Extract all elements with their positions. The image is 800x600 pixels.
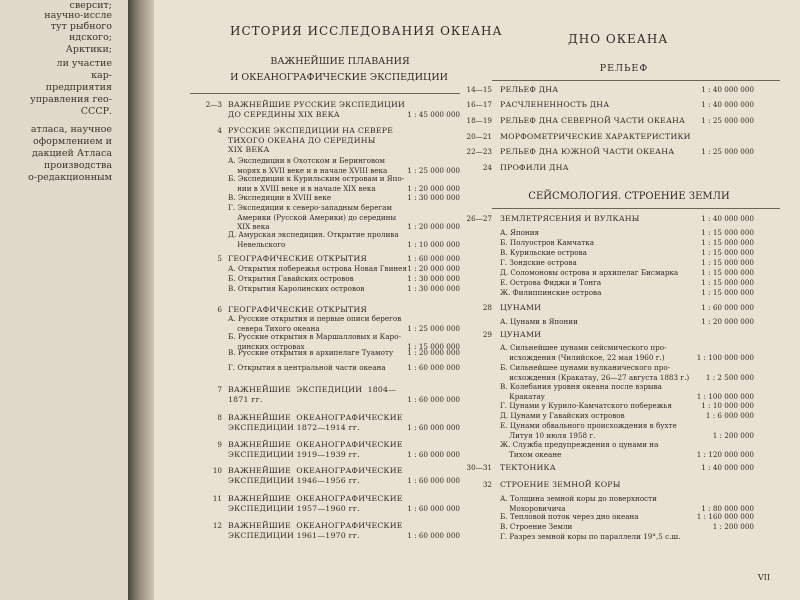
entry-page-number: 24 [482,163,492,172]
left-page-line: предприятия [45,82,112,93]
entry-title: В. Колебания уровня океана после взрыва Кракатау [500,382,662,401]
entry-map-scale: 1 : 15 000 000 [701,288,754,297]
entry-map-scale: 1 : 20 000 000 [407,264,460,273]
left-page-edge [0,0,128,600]
entry-title: Г. Открытия в центральной части океана [228,363,386,372]
entry-title: А. Япония [500,228,540,237]
entry-map-scale: 1 : 60 000 000 [407,422,460,432]
entry-page-number: 2—3 [205,100,222,109]
entry-map-scale: 1 : 30 000 000 [407,193,460,202]
left-page-line: кар- [91,70,112,81]
entry-title: РЕЛЬЕФ ДНА СЕВЕРНОЙ ЧАСТИ ОКЕАНА [500,116,686,125]
entry-map-scale: 1 : 30 000 000 [407,284,460,293]
contents-page [154,0,800,600]
entry-page-number: 5 [217,254,222,263]
entry-map-scale: 1 : 15 000 000 [701,258,754,267]
entry-map-scale: 1 : 45 000 000 [407,109,460,119]
entry-page-number: 22—23 [466,147,492,156]
entry-map-scale: 1 : 100 000 000 [696,352,754,362]
entry-title: ВАЖНЕЙШИЕ ОКЕАНОГРАФИЧЕСКИЕ ЭКСПЕДИЦИИ 1957—1960 гг. [228,494,403,513]
entry-page-number: 7 [217,385,222,394]
left-page-line: тут рыбного [50,21,112,32]
entry-title: ВАЖНЕЙШИЕ ОКЕАНОГРАФИЧЕСКИЕ ЭКСПЕДИЦИИ 1961—1970 гг. [228,521,403,540]
entry-title: Г. Зондские острова [500,258,577,267]
entry-map-scale: 1 : 15 000 000 [701,228,754,237]
entry-title: СТРОЕНИЕ ЗЕМНОЙ КОРЫ [500,480,621,489]
entry-title: Б. Тепловой поток через дно океана [500,512,639,521]
entry-title: ВАЖНЕЙШИЕ ОКЕАНОГРАФИЧЕСКИЕ ЭКСПЕДИЦИИ 1872—1914 гг. [228,413,403,432]
entry-map-scale: 1 : 40 000 000 [701,214,754,223]
entry-title: В. Русские открытия в архипелаге Туамоту [228,348,394,357]
entry-map-scale: 1 : 6 000 000 [705,411,754,420]
entry-title: ПРОФИЛИ ДНА [500,163,569,172]
entry-map-scale: 1 : 200 000 [712,430,754,440]
entry-map-scale: 1 : 20 000 000 [701,317,754,326]
seismology-heading: СЕЙСМОЛОГИЯ. СТРОЕНИЕ ЗЕМЛИ [528,191,730,202]
left-page-line: управления гео- [30,94,112,105]
left-page-line: сверсит; [69,0,112,11]
relief-rule [492,80,780,81]
entry-map-scale: 1 : 15 000 000 [701,248,754,257]
entry-map-scale: 1 : 25 000 000 [701,147,754,156]
entry-title: МОРФОМЕТРИЧЕСКИЕ ХАРАКТЕРИСТИКИ [500,132,691,141]
entry-map-scale: 1 : 15 000 000 [701,268,754,277]
entry-page-number: 4 [217,126,222,135]
entry-page-number: 29 [482,330,492,339]
entry-page-number: 26—27 [466,214,492,223]
left-page-line: ли участие [56,58,112,69]
entry-map-scale: 1 : 200 000 [712,522,754,531]
entry-title: А. Русские открытия и первые описи берегов севера Тихого океана [228,314,402,333]
entry-title: Ж. Служба предупреждения о цунами на Тихом океане [500,440,659,459]
entry-title: Б. Полуостров Камчатка [500,238,595,247]
entry-title: Д. Амурская экспедиция. Открытие пролива Невельского [228,230,399,249]
left-page-line: производства [43,160,112,171]
entry-map-scale: 1 : 25 000 000 [701,116,754,125]
entry-title: Д. Соломоновы острова и архипелаг Бисмарка [500,268,679,277]
entry-title: А. Сильнейшее цунами сейсмического про- исхождения (Чилийское, 22 мая 1960 г.) [500,343,667,362]
left-page-line: Арктики; [65,44,112,55]
entry-title: РЕЛЬЕФ ДНА [500,85,559,94]
history-section-title: ИСТОРИЯ ИССЛЕДОВАНИЯ ОКЕАНА [230,24,503,38]
entry-title: В. Экспедиции в XVIII веке [228,193,332,202]
page-folio: VII [757,573,770,582]
entry-map-scale: 1 : 60 000 000 [407,394,460,404]
entry-title: ВАЖНЕЙШИЕ РУССКИЕ ЭКСПЕДИЦИИ ДО СЕРЕДИНЫ XIX ВЕКА [228,100,405,119]
entry-title: ГЕОГРАФИЧЕСКИЕ ОТКРЫТИЯ [228,305,367,314]
entry-map-scale: 1 : 10 000 000 [701,401,754,410]
entry-title: ЗЕМЛЕТРЯСЕНИЯ И ВУЛКАНЫ [500,214,640,223]
seismology-rule [492,208,780,209]
entry-map-scale: 1 : 30 000 000 [407,274,460,283]
entry-title: ВАЖНЕЙШИЕ ОКЕАНОГРАФИЧЕСКИЕ ЭКСПЕДИЦИИ 1946—1956 гг. [228,466,403,485]
entry-title: Б. Экспедиции к Курильским островам и Япо- нии в XVIII веке и в начале XIX века [228,174,405,193]
entry-page-number: 11 [212,494,222,503]
entry-map-scale: 1 : 60 000 000 [407,254,460,263]
entry-title: ЦУНАМИ [500,330,542,339]
entry-title: Г. Цунами у Курило-Камчатского побережья [500,401,672,410]
history-rule [190,93,460,94]
entry-title: Г. Экспедиции к северо-западным берегам Америки (Русской Америки) до середины XIX века [228,203,397,231]
entry-map-scale: 1 : 25 000 000 [407,165,460,175]
entry-page-number: 9 [217,440,222,449]
left-page-line: атласа, научное [30,124,112,135]
entry-page-number: 20—21 [466,132,492,141]
entry-page-number: 6 [217,305,222,314]
entry-page-number: 10 [212,466,222,475]
entry-map-scale: 1 : 60 000 000 [407,475,460,485]
entry-map-scale: 1 : 40 000 000 [701,85,754,94]
relief-heading: РЕЛЬЕФ [599,63,649,74]
entry-title: РАСЧЛЕНЕННОСТЬ ДНА [500,100,610,109]
entry-title: В. Строение Земли [500,522,573,531]
entry-title: В. Открытия Каролинских островов [228,284,365,293]
entry-map-scale: 1 : 60 000 000 [407,503,460,513]
entry-map-scale: 1 : 160 000 000 [696,512,754,521]
entry-title: ВАЖНЕЙШИЕ ЭКСПЕДИЦИИ 1804— 1871 гг. [228,385,397,404]
history-subtitle-line2: И ОКЕАНОГРАФИЧЕСКИЕ ЭКСПЕДИЦИИ [230,72,448,83]
entry-map-scale: 1 : 20 000 000 [407,222,460,231]
entry-map-scale: 1 : 60 000 000 [407,449,460,459]
entry-title: ВАЖНЕЙШИЕ ОКЕАНОГРАФИЧЕСКИЕ ЭКСПЕДИЦИИ 1919—1939 гг. [228,440,403,459]
left-page-line: о-редакционным [28,172,112,183]
left-page-line: научно-иссле [44,10,112,21]
entry-page-number: 14—15 [466,85,492,94]
entry-title: А. Открытия побережья острова Новая Гвинея [228,264,407,273]
entry-title: Б. Русские открытия в Маршалловых и Каро- линских островах [228,332,401,351]
history-subtitle-line1: ВАЖНЕЙШИЕ ПЛАВАНИЯ [270,56,410,67]
left-page-line: ндского; [68,32,112,43]
entry-map-scale: 1 : 15 000 000 [701,238,754,247]
entry-title: А. Экспедиции в Охотском и Беринговом морях в XVII веке и в начале XVIII века [228,156,388,175]
entry-map-scale: 1 : 60 000 000 [407,363,460,372]
entry-title: Е. Острова Фиджи и Тонга [500,278,602,287]
entry-title: Б. Открытия Гавайских островов [228,274,354,283]
entry-title: Ж. Филиппинские острова [500,288,602,297]
entry-map-scale: 1 : 15 000 000 [407,341,460,351]
left-page-line: оформлением и [32,136,112,147]
entry-map-scale: 1 : 2 500 000 [705,372,754,382]
entry-page-number: 30—31 [466,463,492,472]
entry-page-number: 32 [482,480,492,489]
entry-title: А. Толщина земной коры до поверхности Мохоровичича [500,494,657,513]
entry-title: ЦУНАМИ [500,303,542,312]
entry-page-number: 12 [212,521,222,530]
entry-map-scale: 1 : 15 000 000 [701,278,754,287]
entry-page-number: 8 [217,413,222,422]
entry-page-number: 16—17 [466,100,492,109]
entry-map-scale: 1 : 60 000 000 [701,303,754,312]
book-gutter [128,0,154,600]
entry-map-scale: 1 : 80 000 000 [701,503,754,513]
left-page-line: дакцией Атласа [32,148,112,159]
entry-map-scale: 1 : 60 000 000 [407,530,460,540]
entry-title: РУССКИЕ ЭКСПЕДИЦИИ НА СЕВЕРЕ ТИХОГО ОКЕАНА ДО СЕРЕДИНЫ XIX ВЕКА [228,126,394,154]
entry-page-number: 28 [482,303,492,312]
entry-map-scale: 1 : 40 000 000 [701,463,754,472]
entry-map-scale: 1 : 10 000 000 [407,239,460,249]
left-page-line: СССР. [80,106,112,117]
entry-title: ТЕКТОНИКА [500,463,556,472]
ocean-floor-title: ДНО ОКЕАНА [568,32,669,46]
entry-title: Д. Цунами у Гавайских островов [500,411,625,420]
entry-title: Е. Цунами обвального происхождения в бухте Литуя 10 июля 1958 г. [500,421,677,440]
entry-map-scale: 1 : 25 000 000 [407,323,460,333]
entry-title: Б. Сильнейшее цунами вулканического про- исхождения (Кракатау, 26—27 августа 1883 г.) [500,363,690,382]
entry-map-scale: 1 : 120 000 000 [696,449,754,459]
entry-map-scale: 1 : 100 000 000 [696,391,754,401]
entry-title: РЕЛЬЕФ ДНА ЮЖНОЙ ЧАСТИ ОКЕАНА [500,147,675,156]
entry-map-scale: 1 : 40 000 000 [701,100,754,109]
entry-title: ГЕОГРАФИЧЕСКИЕ ОТКРЫТИЯ [228,254,367,263]
entry-title: А. Цунами в Японии [500,317,578,326]
entry-map-scale: 1 : 20 000 000 [407,183,460,193]
entry-title: Г. Разрез земной коры по параллели 19°,5 с.ш. [500,532,681,541]
entry-title: В. Курильские острова [500,248,587,257]
entry-map-scale: 1 : 20 000 000 [407,348,460,357]
entry-page-number: 18—19 [466,116,492,125]
